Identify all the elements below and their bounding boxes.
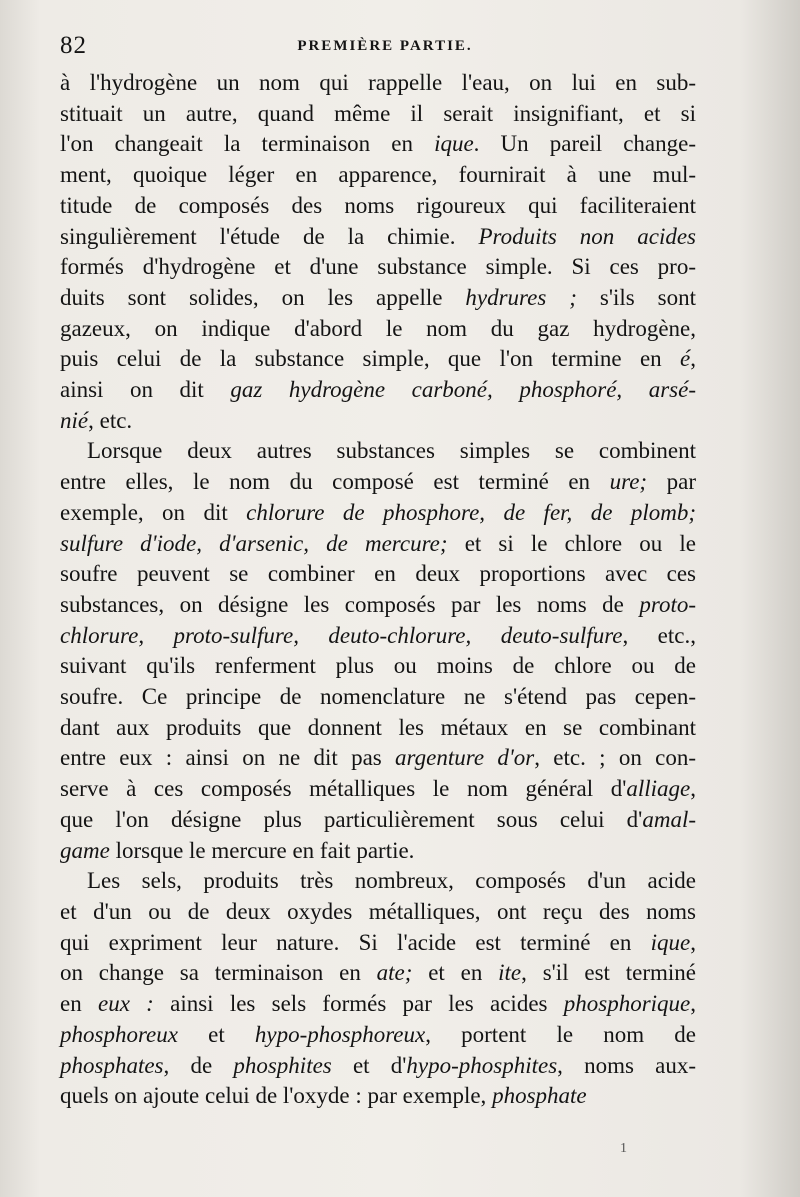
text-segment: en — [60, 991, 98, 1017]
text-segment: par — [647, 469, 696, 495]
text-line — [60, 344, 696, 375]
text-line — [60, 621, 696, 652]
text-segment: s'ils sont — [576, 284, 696, 310]
text-segment: , noms aux- — [557, 1052, 697, 1078]
text-line — [60, 928, 696, 959]
text-segment: dant aux produits que donnent les métaux en se combinant — [60, 714, 696, 740]
text-segment: lorsque le mercure en fait partie. — [109, 837, 415, 863]
text-segment: . Un pareil change- — [473, 131, 696, 157]
text-line — [60, 805, 696, 836]
italic-text-segment: ique — [650, 929, 691, 955]
text-segment: et d'un ou de deux oxydes métalliques, ont reçu des noms — [60, 898, 696, 924]
text-segment: substances, on désigne les composés par les noms de — [60, 591, 640, 617]
text-segment: singulièrement l'étude de la chimie. — [60, 223, 479, 249]
text-segment: , etc. — [88, 407, 133, 433]
text-segment: , etc. ; on con- — [534, 745, 696, 771]
italic-text-segment: phosphate — [492, 1083, 587, 1109]
text-segment: ainsi on dit — [60, 377, 231, 403]
text-segment: suivant qu'ils renferment plus ou moins de chlore ou de — [60, 653, 696, 679]
text-segment: , etc., — [622, 622, 696, 648]
text-line — [60, 436, 696, 467]
text-line — [60, 406, 696, 437]
text-line — [60, 68, 696, 99]
text-segment: quels on ajoute celui de l'oxyde : par exemple, — [60, 1083, 493, 1109]
italic-text-segment: phosphorique — [563, 991, 691, 1017]
italic-text-segment: é — [680, 346, 691, 372]
footer-mark: 1 — [620, 1141, 627, 1156]
text-line — [60, 559, 696, 590]
text-line — [60, 743, 696, 774]
text-line — [60, 866, 696, 897]
text-line — [60, 375, 696, 406]
text-line — [60, 129, 696, 160]
text-segment: , — [690, 991, 696, 1017]
text-line — [60, 99, 696, 130]
text-line — [60, 774, 696, 805]
text-line — [60, 314, 696, 345]
italic-text-segment: alliage — [626, 776, 691, 802]
italic-text-segment: ure; — [609, 469, 648, 495]
text-line — [60, 529, 696, 560]
text-line — [60, 467, 696, 498]
italic-text-segment: Produits non acides — [478, 223, 696, 249]
text-segment: soufre. Ce principe de nomenclature ne s'étend pas cepen- — [60, 684, 696, 710]
text-line — [60, 1081, 696, 1112]
text-segment: gazeux, on indique d'abord le nom du gaz hydrogène, — [60, 315, 696, 341]
text-line — [60, 651, 696, 682]
text-segment: on change sa terminaison en — [60, 960, 377, 986]
italic-text-segment: sulfure d'iode, d'arsenic, de mercure; — [60, 530, 448, 556]
text-line — [60, 191, 696, 222]
text-segment: , — [690, 776, 696, 802]
italic-text-segment: gaz hydrogène carboné, phosphoré, arsé- — [230, 377, 696, 403]
italic-text-segment: argenture d'or — [395, 745, 535, 771]
italic-text-segment: hypo-phosphites — [406, 1052, 558, 1078]
italic-text-segment: phosphites — [233, 1052, 332, 1078]
running-head: PREMIÈRE PARTIE. — [297, 38, 473, 54]
text-line — [60, 836, 696, 867]
text-segment: et si le chlore ou le — [447, 530, 696, 556]
text-line — [60, 498, 696, 529]
italic-text-segment: hypo-phosphoreux — [254, 1021, 426, 1047]
text-segment: entre elles, le nom du composé est terminé en — [60, 469, 610, 495]
italic-text-segment: chlorure, proto-sulfure, deuto-chlorure, deuto-sulfure — [60, 622, 623, 648]
text-line — [60, 283, 696, 314]
text-segment: et — [177, 1021, 255, 1047]
text-segment: à l'hydrogène un nom qui rappelle l'eau, on lui en sub- — [60, 70, 696, 95]
text-segment: ainsi les sels formés par les acides — [153, 991, 564, 1017]
text-line — [60, 897, 696, 928]
page-header — [60, 32, 710, 68]
text-line — [60, 160, 696, 191]
text-line — [60, 958, 696, 989]
text-segment: puis celui de la substance simple, que l'on termine en — [60, 346, 681, 372]
text-segment: Lorsque deux autres substances simples se combinent — [87, 438, 696, 464]
italic-text-segment: nié — [60, 407, 89, 433]
italic-text-segment: hydrures ; — [465, 284, 577, 310]
text-segment: , s'il est terminé — [521, 960, 697, 986]
text-line — [60, 682, 696, 713]
text-segment: et en — [412, 960, 499, 986]
text-line — [60, 252, 696, 283]
text-line — [60, 989, 696, 1020]
text-segment: soufre peuvent se combiner en deux proportions avec ces — [60, 561, 696, 587]
italic-text-segment: ite — [498, 960, 522, 986]
italic-text-segment: ique — [434, 131, 474, 157]
text-segment: que l'on désigne plus particulièrement sous celui d' — [60, 806, 643, 832]
text-segment: qui expriment leur nature. Si l'acide est terminé en — [60, 929, 651, 955]
italic-text-segment: phosphoreux — [60, 1021, 178, 1047]
page-number: 82 — [60, 32, 87, 59]
italic-text-segment: eux : — [97, 991, 154, 1017]
text-line — [60, 1051, 696, 1082]
text-line — [60, 1020, 696, 1051]
text-segment: , — [690, 929, 696, 955]
text-segment: titude de composés des noms rigoureux qui faciliteraient — [60, 192, 696, 218]
text-segment: serve à ces composés métalliques le nom général d' — [60, 776, 627, 802]
text-segment: entre eux : ainsi on ne dit pas — [60, 745, 396, 771]
text-line — [60, 590, 696, 621]
text-segment: ment, quoique léger en apparence, fournirait à une mul- — [60, 162, 696, 188]
text-segment: et d' — [331, 1052, 407, 1078]
text-segment: formés d'hydrogène et d'une substance simple. Si ces pro- — [60, 254, 696, 280]
text-segment: exemple, on dit — [60, 499, 247, 525]
text-segment: stituait un autre, quand même il serait insignifiant, et si — [60, 100, 696, 126]
text-segment: , de — [163, 1052, 234, 1078]
text-segment: Les sels, produits très nombreux, composés d'un acide — [87, 868, 696, 894]
text-segment: l'on changeait la terminaison en — [60, 131, 435, 157]
italic-text-segment: amal- — [642, 806, 696, 832]
text-segment: , — [690, 346, 696, 372]
italic-text-segment: game — [60, 837, 110, 863]
text-segment: , portent le nom de — [425, 1021, 696, 1047]
italic-text-segment: phosphates — [60, 1052, 164, 1078]
italic-text-segment: chlorure de phosphore, de fer, de plomb; — [246, 499, 696, 525]
italic-text-segment: proto- — [639, 591, 696, 617]
text-line — [60, 222, 696, 253]
italic-text-segment: ate; — [376, 960, 413, 986]
text-line — [60, 713, 696, 744]
page-body-text — [60, 68, 696, 1112]
text-segment: duits sont solides, on les appelle — [60, 284, 466, 310]
